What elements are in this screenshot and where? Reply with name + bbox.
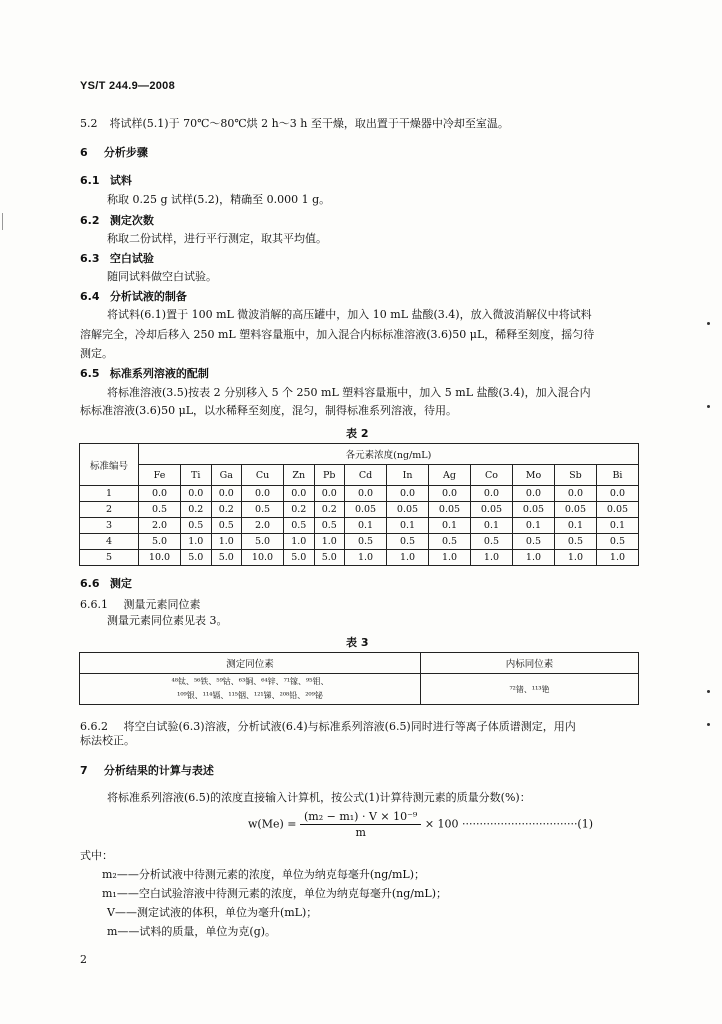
section-6-4-line1: 将试料(6.1)置于 100 mL 微波消解的高压罐中，加入 10 mL 盐酸(3.4)，放入微波消解仪中将试料 <box>107 308 592 321</box>
isotopes-line-1: ⁴⁸钛、⁵⁶铁、⁵⁹钴、⁶³铜、⁶⁴锌、⁷¹镓、⁹⁵钼、 <box>171 677 329 686</box>
table-3-col2-header: 内标同位素 <box>421 653 639 674</box>
column-header: Mo <box>512 465 554 486</box>
column-header: In <box>387 465 429 486</box>
table-cell: 0.5 <box>429 534 471 550</box>
section-number: 6.6.2 <box>80 720 108 733</box>
table-cell: 0.1 <box>470 518 512 534</box>
section-6-6-2-line2: 标法校正。 <box>80 734 135 747</box>
column-header: Fe <box>139 465 181 486</box>
section-title: 试料 <box>109 174 132 187</box>
table-cell: 2.0 <box>242 518 284 534</box>
section-number: 6.3 <box>80 252 100 265</box>
table-cell: 1.0 <box>554 550 596 566</box>
table-cell: 1.0 <box>387 550 429 566</box>
scan-dot <box>707 690 710 693</box>
table-cell: 0.5 <box>211 518 242 534</box>
table-cell: 0.0 <box>314 486 345 502</box>
section-number: 6.1 <box>80 174 100 187</box>
where-intro: 式中： <box>80 849 113 862</box>
table-cell: 0.5 <box>242 502 284 518</box>
table-row <box>80 502 639 518</box>
table-cell: 2.0 <box>139 518 181 534</box>
table-cell: 0.1 <box>429 518 471 534</box>
section-title: 分析试液的制备 <box>109 290 187 303</box>
table-cell: 0.05 <box>345 502 387 518</box>
table-cell: 5.0 <box>284 550 315 566</box>
table-cell: 0.5 <box>314 518 345 534</box>
table-cell: 0.0 <box>211 486 242 502</box>
column-header: Ti <box>180 465 211 486</box>
column-header: Bi <box>596 465 638 486</box>
section-7-heading <box>80 762 214 778</box>
table-row <box>80 518 639 534</box>
section-number: 6.2 <box>80 214 100 227</box>
table-cell: 1.0 <box>429 550 471 566</box>
table-cell: 0.0 <box>554 486 596 502</box>
table-cell: 1.0 <box>314 534 345 550</box>
section-number: 6.4 <box>80 290 100 303</box>
column-header: Ag <box>429 465 471 486</box>
table-cell: 0.1 <box>345 518 387 534</box>
row-number: 5 <box>80 550 139 566</box>
row-header: 标准编号 <box>80 444 139 486</box>
section-6-3-heading <box>80 250 154 266</box>
table-cell: 0.5 <box>139 502 181 518</box>
table-cell: 5.0 <box>314 550 345 566</box>
section-number: 6.5 <box>80 367 100 380</box>
row-number: 1 <box>80 486 139 502</box>
table-cell: 0.5 <box>345 534 387 550</box>
section-6-1-text: 称取 0.25 g 试样(5.2)，精确至 0.000 1 g。 <box>107 193 331 206</box>
section-6-6-1-heading <box>80 596 201 612</box>
measured-isotopes <box>80 674 421 705</box>
section-6-heading <box>80 144 148 160</box>
section-title: 分析结果的计算与表述 <box>103 764 214 777</box>
where-item: m——试料的质量，单位为克(g)。 <box>107 925 277 938</box>
section-number: 6.6 <box>80 577 100 590</box>
table-2-caption: 表 2 <box>346 427 369 440</box>
section-title: 分析步骤 <box>103 146 148 159</box>
where-item: m₂——分析试液中待测元素的浓度，单位为纳克每毫升(ng/mL)； <box>102 868 425 881</box>
table-row <box>80 486 639 502</box>
table-cell: 1.0 <box>180 534 211 550</box>
table-cell: 0.05 <box>512 502 554 518</box>
table-cell: 0.0 <box>387 486 429 502</box>
table-cell: 1.0 <box>284 534 315 550</box>
section-6-3-text: 随同试料做空白试验。 <box>107 270 217 283</box>
table-cell: 1.0 <box>345 550 387 566</box>
formula-rhs: × 100 ·································(1) <box>424 817 594 831</box>
formula-numerator: (m₂ − m₁) · V × 10⁻⁹ <box>300 810 421 825</box>
table-cell: 0.0 <box>596 486 638 502</box>
table-cell: 0.0 <box>512 486 554 502</box>
section-6-4-line2: 溶解完全，冷却后移入 250 mL 塑料容量瓶中，加入混合内标标准溶液(3.6)50 μL，稀释至刻度，摇匀待 <box>80 328 595 341</box>
section-5-2 <box>80 114 509 133</box>
column-header: Pb <box>314 465 345 486</box>
table-cell: 0.5 <box>554 534 596 550</box>
section-6-5-line2: 标标准溶液(3.6)50 μL，以水稀释至刻度，混匀，制得标准系列溶液，待用。 <box>80 404 458 417</box>
section-title: 测量元素同位素 <box>123 598 201 611</box>
section-title: 标准系列溶液的配制 <box>109 367 209 380</box>
section-text: 将空白试验(6.3)溶液，分析试液(6.4)与标准系列溶液(6.5)同时进行等离子体质谱测定，用内 <box>123 720 576 733</box>
table-cell: 5.0 <box>180 550 211 566</box>
section-title: 空白试验 <box>109 252 154 265</box>
row-number: 3 <box>80 518 139 534</box>
table-cell: 0.5 <box>512 534 554 550</box>
section-title: 测定 <box>109 577 132 590</box>
table-cell: 10.0 <box>242 550 284 566</box>
section-6-4-heading <box>80 288 187 304</box>
page-number: 2 <box>80 953 87 966</box>
row-number: 4 <box>80 534 139 550</box>
section-6-1-heading <box>80 172 132 188</box>
table-cell: 0.5 <box>284 518 315 534</box>
table-cell: 0.2 <box>284 502 315 518</box>
table-3-caption: 表 3 <box>346 636 369 649</box>
table-cell: 0.1 <box>387 518 429 534</box>
table-cell: 0.1 <box>512 518 554 534</box>
table-cell: 0.0 <box>470 486 512 502</box>
table-cell: 1.0 <box>512 550 554 566</box>
table-cell: 0.5 <box>596 534 638 550</box>
column-header: Zn <box>284 465 315 486</box>
table-cell: 0.0 <box>242 486 284 502</box>
table-cell: 0.0 <box>139 486 181 502</box>
table-row <box>80 550 639 566</box>
section-6-6-1-text: 测量元素同位素见表 3。 <box>107 614 228 627</box>
section-6-6-2-line1 <box>80 718 576 734</box>
scan-dot <box>707 405 710 408</box>
column-header: Co <box>470 465 512 486</box>
table-cell: 0.5 <box>470 534 512 550</box>
table-cell: 0.5 <box>387 534 429 550</box>
section-6-4-line3: 测定。 <box>80 347 113 360</box>
where-item: V——测定试液的体积，单位为毫升(mL)； <box>107 906 318 919</box>
internal-standard-isotopes: ⁷²锗、¹¹³铯 <box>421 674 639 705</box>
table-cell: 0.2 <box>211 502 242 518</box>
section-number: 6 <box>80 146 88 159</box>
where-item: m₁——空白试验溶液中待测元素的浓度，单位为纳克每毫升(ng/mL)； <box>102 887 447 900</box>
table-cell: 0.2 <box>180 502 211 518</box>
table-cell: 0.05 <box>470 502 512 518</box>
section-text: 将试样(5.1)于 70℃～80℃烘 2 h～3 h 至干燥，取出置于干燥器中冷却至室温。 <box>109 117 509 130</box>
column-header: Sb <box>554 465 596 486</box>
scan-dot <box>707 723 710 726</box>
section-6-5-heading <box>80 365 209 381</box>
isotopes-line-2: ¹⁰⁹银、¹¹⁴镉、¹¹⁵铟、¹²¹锑、²⁰⁸铅、²⁰⁹铋 <box>177 691 323 700</box>
section-7-intro: 将标准系列溶液(6.5)的浓度直接输入计算机，按公式(1)计算待测元素的质量分数(%)： <box>107 791 531 804</box>
formula-fraction <box>300 810 421 839</box>
section-number: 6.6.1 <box>80 598 108 611</box>
table-row <box>80 534 639 550</box>
table-cell: 5.0 <box>139 534 181 550</box>
scan-dot <box>707 322 710 325</box>
section-6-6-heading <box>80 575 132 591</box>
table-cell: 0.5 <box>180 518 211 534</box>
table-cell: 5.0 <box>211 550 242 566</box>
table-cell: 0.1 <box>554 518 596 534</box>
table-cell: 0.0 <box>429 486 471 502</box>
standard-number: YS/T 244.9—2008 <box>80 80 176 92</box>
section-6-2-heading <box>80 212 154 228</box>
row-number: 2 <box>80 502 139 518</box>
scan-edge-line <box>2 213 3 230</box>
table-cell: 0.1 <box>596 518 638 534</box>
table-cell: 1.0 <box>470 550 512 566</box>
group-header: 各元素浓度(ng/mL) <box>139 444 639 465</box>
table-cell: 0.05 <box>596 502 638 518</box>
table-cell: 1.0 <box>211 534 242 550</box>
column-header: Ga <box>211 465 242 486</box>
section-title: 测定次数 <box>109 214 154 227</box>
section-number: 7 <box>80 764 88 777</box>
table-cell: 1.0 <box>596 550 638 566</box>
table-2 <box>79 443 639 566</box>
section-number: 5.2 <box>80 117 98 130</box>
table-cell: 0.0 <box>180 486 211 502</box>
table-3-col1-header: 测定同位素 <box>80 653 421 674</box>
formula-lhs: w(Me) = <box>248 817 297 831</box>
table-cell: 0.0 <box>345 486 387 502</box>
table-cell: 0.2 <box>314 502 345 518</box>
table-cell: 0.05 <box>387 502 429 518</box>
table-cell: 10.0 <box>139 550 181 566</box>
formula-denominator: m <box>355 826 366 839</box>
column-header: Cd <box>345 465 387 486</box>
table-cell: 5.0 <box>242 534 284 550</box>
section-6-2-text: 称取二份试样，进行平行测定，取其平均值。 <box>107 232 327 245</box>
table-3 <box>79 652 639 705</box>
formula <box>248 810 593 839</box>
section-6-5-line1: 将标准溶液(3.5)按表 2 分别移入 5 个 250 mL 塑料容量瓶中，加入 5 mL 盐酸(3.4)，加入混合内 <box>107 386 591 399</box>
table-cell: 0.05 <box>554 502 596 518</box>
column-header: Cu <box>242 465 284 486</box>
table-cell: 0.05 <box>429 502 471 518</box>
table-cell: 0.0 <box>284 486 315 502</box>
